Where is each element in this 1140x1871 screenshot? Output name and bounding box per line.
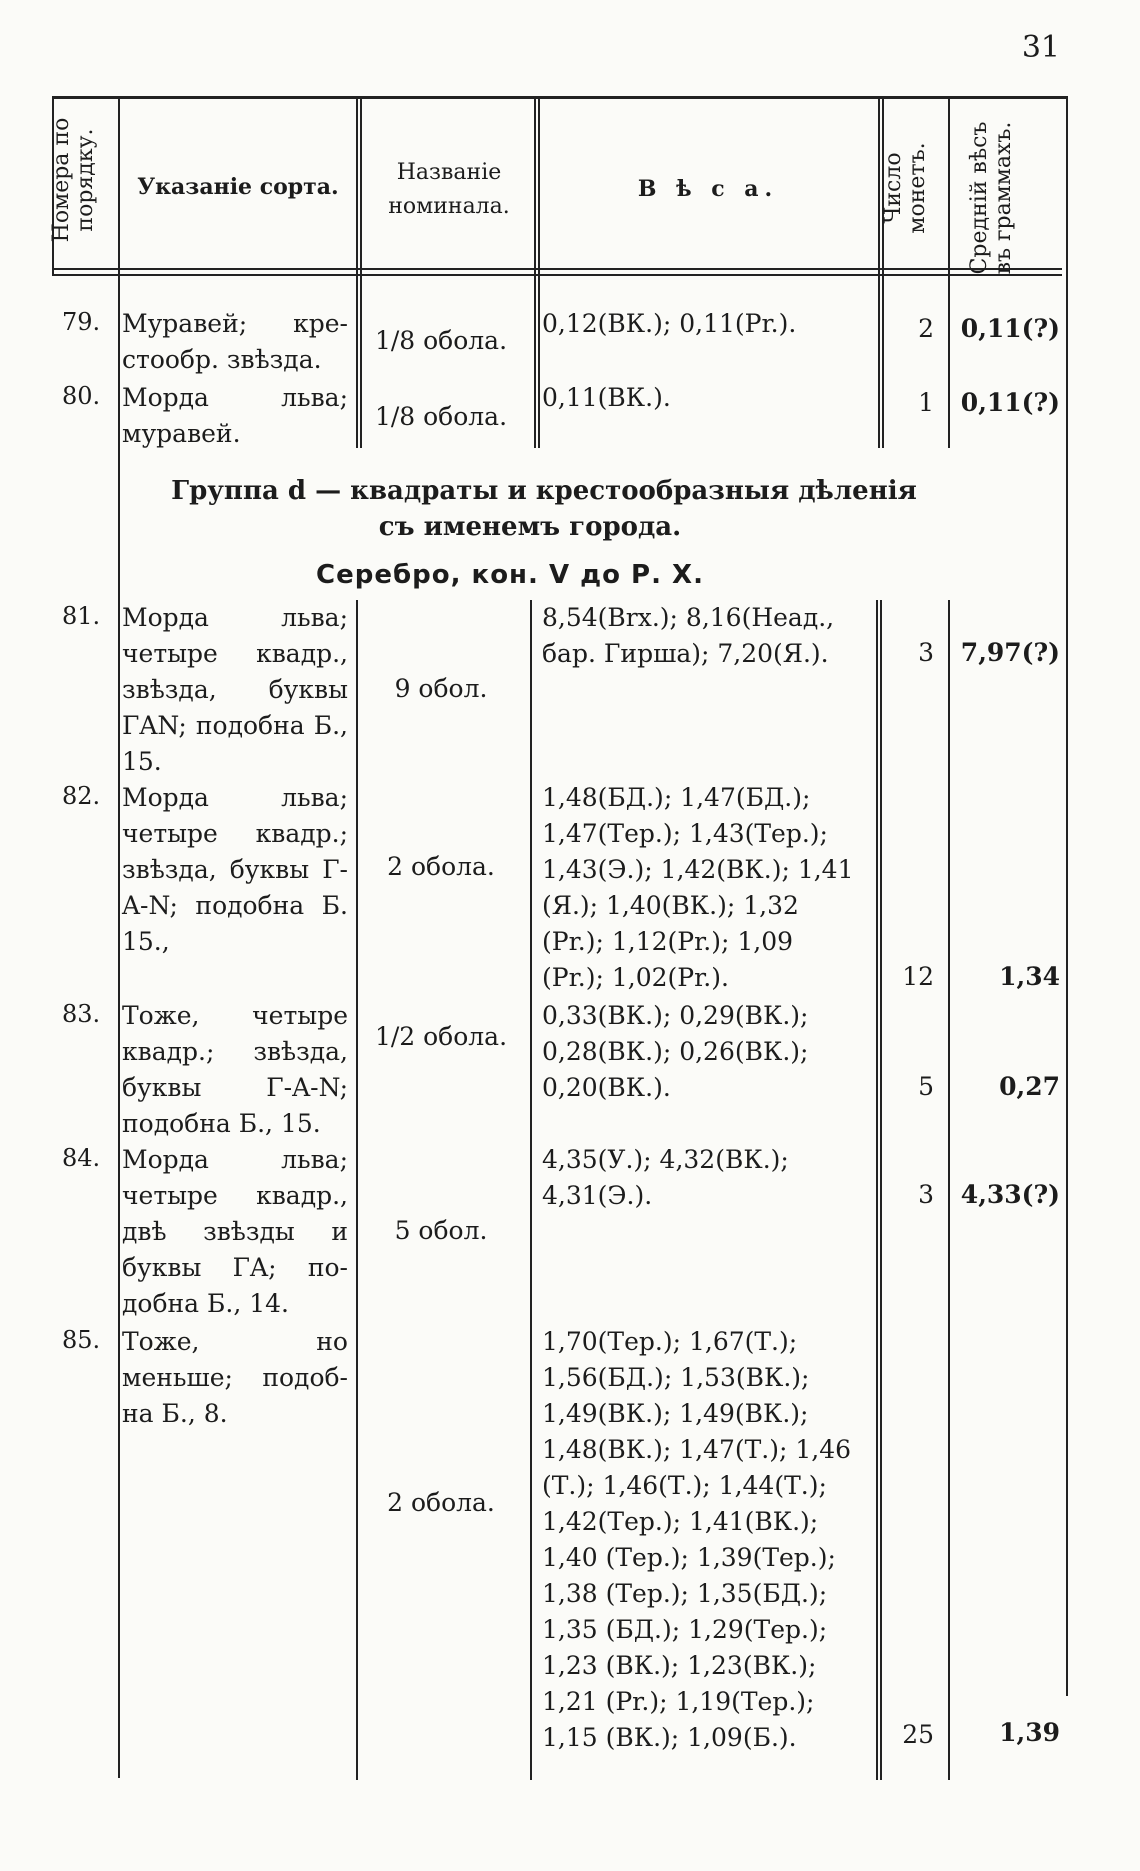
weight-line: 1,23 (ВК.); 1,23(ВК.); (542, 1651, 817, 1680)
row-weights (542, 1324, 872, 1756)
weight-line: 1,43(Э.); 1,42(ВК.); 1,41 (542, 855, 854, 884)
row-nominal: 1/8 обола. (374, 326, 508, 355)
weight-line: 1,48(БД.); 1,47(БД.); (542, 783, 811, 812)
weight-line: 1,48(ВК.); 1,47(Т.); 1,46 (542, 1435, 852, 1464)
weight-line: 1,35 (БД.); 1,29(Тер.); (542, 1615, 828, 1644)
weight-line: 0,20(ВК.). (542, 1073, 671, 1102)
row-number: 82. (62, 782, 101, 810)
row-nominal: 5 обол. (394, 1216, 488, 1245)
row-count: 3 (918, 638, 934, 667)
weight-line: 4,31(Э.). (542, 1181, 653, 1210)
row-number: 85. (62, 1326, 101, 1354)
weight-line: 4,35(У.); 4,32(ВК.); (542, 1145, 789, 1174)
weight-line: (Pr.); 1,02(Pr.). (542, 963, 729, 992)
row-nominal: 2 обола. (387, 852, 495, 881)
weight-line: 0,28(ВК.); 0,26(ВК.); (542, 1037, 809, 1066)
row-description: Муравей; кре- стообр. звѣзда. (122, 309, 348, 374)
weight-line: 1,38 (Тер.); 1,35(БД.); (542, 1579, 828, 1608)
col-rule-3-lower (530, 600, 532, 1780)
page-number: 31 (1021, 30, 1060, 65)
row-average: 1,34 (999, 962, 1060, 991)
group-subtitle: Серебро, кон. V до Р. Х. (316, 560, 704, 590)
row-description: Морда льва; четыре квадр.; звѣзда, буквы Γ-A-N; подобна Б. 15., (122, 783, 348, 956)
row-number: 79. (62, 308, 101, 336)
row-number: 84. (62, 1144, 101, 1172)
row-description: Тоже, но меньше; подоб- на Б., 8. (122, 1327, 348, 1428)
row-count: 12 (902, 962, 934, 991)
row-nominal: 2 обола. (387, 1488, 495, 1517)
row-weights (542, 1142, 872, 1214)
header-nominal: Названіе номинала. (388, 160, 510, 219)
row-nominal: 9 обол. (394, 674, 488, 703)
row-weights (542, 380, 872, 416)
group-title: Группа d — квадраты и крестообразныя дѣленія (171, 476, 917, 506)
row-nominal: 1/8 обола. (374, 402, 508, 431)
row-count: 2 (918, 314, 934, 343)
row-description: Морда льва; муравей. (122, 383, 348, 448)
header-avg: Средній вѣсъ въ граммахъ. (967, 121, 1016, 275)
row-nominal: 1/2 обола. (374, 1022, 508, 1051)
row-count: 25 (902, 1720, 934, 1749)
row-number: 81. (62, 602, 101, 630)
row-number: 80. (62, 382, 101, 410)
row-weights (542, 998, 872, 1106)
row-count: 3 (918, 1180, 934, 1209)
weight-line: 0,12(ВК.); 0,11(Pr.). (542, 309, 797, 338)
row-description: Морда льва; четыре квадр., двѣ звѣзды и буквы ΓA; по- добна Б., 14. (122, 1145, 348, 1318)
row-number: 83. (62, 1000, 101, 1028)
row-weights (542, 306, 872, 342)
weight-line: 1,49(ВК.); 1,49(ВК.); (542, 1399, 809, 1428)
weight-line: (Т.); 1,46(Т.); 1,44(Т.); (542, 1471, 827, 1500)
col-rule-2b (360, 98, 362, 448)
row-weights (542, 600, 872, 672)
weight-line: бар. Гирша); 7,20(Я.). (542, 639, 829, 668)
row-average: 1,39 (999, 1718, 1060, 1747)
col-rule-2 (356, 98, 358, 448)
row-average: 0,11(?) (960, 388, 1060, 417)
header-bottom-rule-2 (52, 274, 1062, 276)
header-weight: В ѣ с а. (637, 176, 779, 202)
row-description: Тоже, четыре квадр.; звѣзда, буквы Γ-A-N; подобна Б., 15. (122, 1001, 348, 1138)
col-rule-3 (534, 98, 536, 448)
row-count: 5 (918, 1072, 934, 1101)
col-rule-2-lower (356, 600, 358, 1780)
weight-line: 8,54(Brx.); 8,16(Неад., (542, 603, 835, 632)
col-rule-3b (538, 98, 540, 448)
table-right-rule (1066, 96, 1068, 1696)
header-count: Число монетъ. (881, 142, 930, 234)
col-rule-4-lower (876, 600, 878, 1780)
weight-line: 1,21 (Pr.); 1,19(Тер.); (542, 1687, 815, 1716)
header-bottom-rule (52, 268, 1062, 270)
weight-line: 1,40 (Тер.); 1,39(Тер.); (542, 1543, 836, 1572)
row-average: 7,97(?) (960, 638, 1060, 667)
row-count: 1 (918, 388, 934, 417)
header-order: Номера по порядку. (49, 117, 98, 243)
row-average: 0,27 (999, 1072, 1060, 1101)
row-description: Морда льва; четыре квадр., звѣзда, буквы ΓAN; подобна Б., 15. (122, 603, 348, 776)
weight-line: 0,11(ВК.). (542, 383, 671, 412)
weight-line: 0,33(ВК.); 0,29(ВК.); (542, 1001, 809, 1030)
row-average: 0,11(?) (960, 314, 1060, 343)
weight-line: 1,15 (ВК.); 1,09(Б.). (542, 1723, 797, 1752)
weight-line: (Я.); 1,40(ВК.); 1,32 (542, 891, 799, 920)
weight-line: 1,70(Тер.); 1,67(Т.); (542, 1327, 798, 1356)
col-rule-4 (878, 98, 880, 448)
group-title-line2: съ именемъ города. (378, 512, 682, 542)
weight-line: 1,56(БД.); 1,53(ВК.); (542, 1363, 810, 1392)
row-average: 4,33(?) (960, 1180, 1060, 1209)
header-top-rule (52, 96, 1068, 99)
col-rule-1 (118, 98, 120, 1778)
row-weights (542, 780, 872, 996)
weight-line: 1,47(Тер.); 1,43(Тер.); (542, 819, 828, 848)
col-rule-4b-lower (880, 600, 882, 1780)
header-sort: Указаніе сорта. (137, 174, 339, 200)
weight-line: 1,42(Тер.); 1,41(ВК.); (542, 1507, 819, 1536)
weight-line: (Pr.); 1,12(Pr.); 1,09 (542, 927, 794, 956)
